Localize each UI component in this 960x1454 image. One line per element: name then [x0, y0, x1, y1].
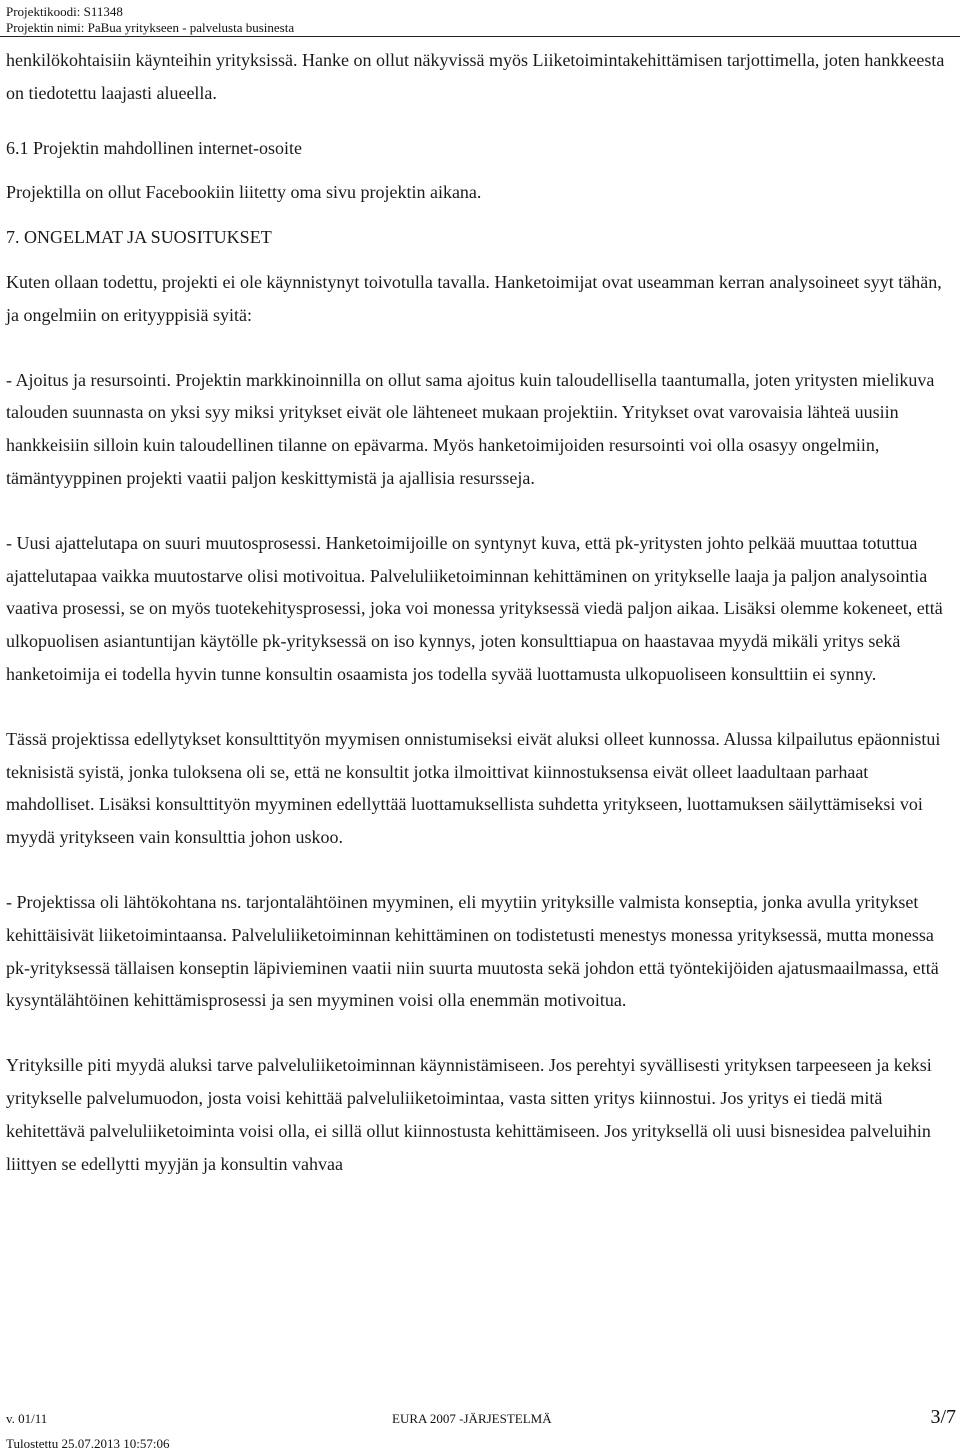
heading-problems: 7. ONGELMAT JA SUOSITUKSET — [6, 227, 272, 248]
paragraph-timing: - Ajoitus ja resursointi. Projektin markkinoinnilla on ollut sama ajoitus kuin taloudellisella taantumalla, joten yritysten mielikuva talouden suunnasta on yksi syy miksi yritykset eivät ole lähteneet mukaan projektiin. Yritykset ovat varovaisia lähteä uusiin hankkeisiin silloin kuin taloudellinen tilanne on epävarma. Myös hanketoimijoiden resursointi voi olla osasyy ongelmiin, tämäntyyppinen projekti vaatii paljon keskittymistä ja ajallisia resursseja. — [6, 369, 935, 488]
paragraph-preconditions: Tässä projektissa edellytykset konsulttityön myymisen onnistumiseksi eivät aluksi olleet kunnossa. Alussa kilpailutus epäonnistui teknisistä syistä, jonka tuloksena oli se, että ne konsultit jotka ilmoittivat kiinnostuksensa eivät olleet laadultaan parhaat mahdolliset. Lisäksi konsulttityön myyminen edellyttää luottamuksellista suhdetta yritykseen, luottamuksen säilyttämiseksi voi myydä yritykseen vain konsulttia johon uskoo. — [6, 728, 941, 848]
system-label: EURA 2007 -JÄRJESTELMÄ — [392, 1411, 552, 1426]
paragraph-offering-based: - Projektissa oli lähtökohtana ns. tarjontalähtöinen myyminen, eli myytiin yrityksille valmista konseptia, jonka avulla yritykset kehittäisivät liiketoimintaansa. Palveluliiketoiminnan kehittäminen on todistetusti menestys monessa yrityksessä, mutta monessa pk-yrityksessä tällaisen konseptin läpivieminen vaatii niin suurta muutosta sekä johdon että työntekijöiden ajatusmaailmassa, että kysyntälähtöinen kehittämisprosessi ja sen myyminen voisi olla enemmän motivoitua. — [6, 891, 939, 1011]
paragraph-selling-need: Yrityksille piti myydä aluksi tarve palveluliiketoiminnan käynnistämiseen. Jos perehtyi syvällisesti yrityksen tarpeeseen ja keksi yritykselle palvelumuodon, josta voisi kehittää palveluliiketoimintaa, vasta sitten yritys kiinnostui. Jos yritys ei tiedä mitä kehitettävä palveluliiketoiminta voisi olla, ei sillä ollut kiinnostusta kehittämiseen. Jos yrityksellä oli uusi bisnesidea palveluihin liittyen se edellytti myyjän ja konsultin vahvaa — [6, 1055, 932, 1174]
version-label: v. 01/11 — [6, 1411, 48, 1426]
page-footer — [6, 1406, 956, 1454]
paragraph-problems-intro: Kuten ollaan todettu, projekti ei ole käynnistynyt toivotulla tavalla. Hanketoimijat ovat useamman kerran analysoineet syyt tähän, ja ongelmiin on erityyppisiä syitä: — [6, 271, 942, 325]
paragraph-facebook: Projektilla on ollut Facebookiin liitetty oma sivu projektin aikana. — [6, 182, 482, 203]
heading-internet-address: 6.1 Projektin mahdollinen internet-osoite — [6, 137, 302, 158]
header-divider — [0, 36, 960, 37]
page-header — [6, 4, 946, 36]
page-number: 3/7 — [930, 1406, 956, 1428]
document-body — [6, 44, 956, 1180]
paragraph-new-mindset: - Uusi ajattelutapa on suuri muutosprosessi. Hanketoimijoille on syntynyt kuva, että pk-yritysten johto pelkää muuttaa totuttua ajattelutapaa vaikka muutostarve olisi motivoitua. Palveluliiketoiminnan kehittäminen on yritykselle laaja ja paljon analysointia vaativa prosessi, se on myös tuotekehitysprosessi, joka voi monessa yrityksessä viedä paljon aikaa. Lisäksi olemme kokeneet, että ulkopuolisen asiantuntijan käytölle pk-yrityksessä on iso kynnys, joten konsulttiapua on haastavaa myydä mikäli yritys sekä hanketoimija ei todella hyvin tunne konsultin osaamista jos todella syvää luottamusta ulkopuoliseen konsulttiin ei synny. — [6, 532, 943, 684]
printed-timestamp: Tulostettu 25.07.2013 10:57:06 — [6, 1436, 170, 1451]
project-code: Projektikoodi: S11348 — [6, 4, 123, 19]
paragraph-intro: henkilökohtaisiin käynteihin yrityksissä. Hanke on ollut näkyvissä myös Liiketoimintakehittämisen tarjottimella, joten hankkeesta on tiedotettu laajasti alueella. — [6, 50, 945, 103]
project-name: Projektin nimi: PaBua yritykseen - palvelusta businesta — [6, 20, 295, 35]
